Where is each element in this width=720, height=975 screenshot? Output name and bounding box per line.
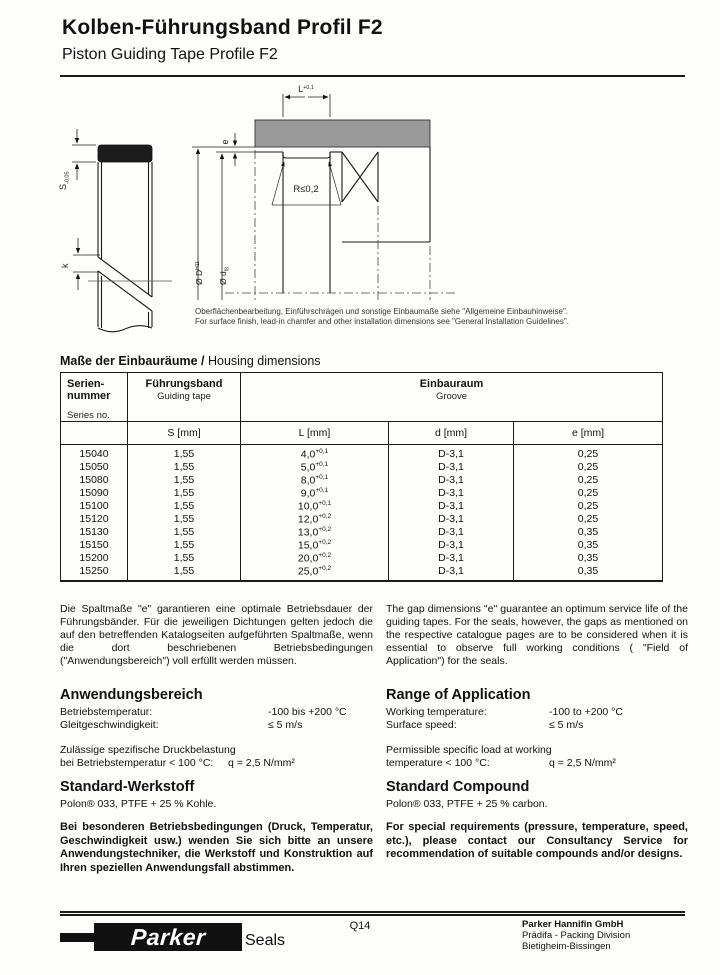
unit-header-e: e [mm] bbox=[514, 422, 663, 445]
dimension-e bbox=[192, 133, 255, 166]
dimension-s-label: $S_{-0,05}$ bbox=[58, 171, 71, 190]
material-heading-en: Standard Compound bbox=[386, 779, 530, 795]
parker-seals-logo bbox=[60, 923, 285, 951]
cell-l-tolerance: +0,2 bbox=[318, 564, 332, 572]
tape-section-block bbox=[98, 145, 152, 162]
groove-installation-drawing bbox=[185, 80, 460, 315]
load-row-en: temperature < 100 °C: q = 2,5 N/mm² bbox=[386, 757, 616, 769]
dimension-k-label: k bbox=[60, 263, 70, 268]
figure-note-en: For surface finish, lead-in chamfer and other installation dimensions see "General Installation Guidelines". bbox=[195, 316, 569, 326]
cell-d: D-3,1 bbox=[389, 445, 514, 461]
page-subtitle: Piston Guiding Tape Profile F2 bbox=[62, 46, 278, 63]
table-row bbox=[61, 565, 663, 582]
cell-e: 0,35 bbox=[514, 539, 663, 552]
speed-row-de: Gleitgeschwindigkeit: ≤ 5 m/s bbox=[60, 719, 303, 731]
bore-wall bbox=[255, 120, 430, 147]
material-compound-de: Polon® 033, PTFE + 25 % Kohle. bbox=[60, 798, 217, 810]
cell-l: $9,0^{+0,1}$ bbox=[241, 487, 389, 500]
cell-s: 1,55 bbox=[128, 565, 241, 582]
unit-header-empty bbox=[61, 422, 128, 445]
page-code: Q14 bbox=[349, 920, 371, 932]
cell-e: 0,25 bbox=[514, 513, 663, 526]
cell-d: D-3,1 bbox=[389, 526, 514, 539]
cell-l: $13,0^{+0,2}$ bbox=[241, 526, 389, 539]
table-title-de: Maße der Einbauräume / bbox=[60, 354, 205, 368]
table-row bbox=[61, 539, 663, 552]
cell-l-tolerance: +0,1 bbox=[315, 473, 329, 481]
unit-header-d: d [mm] bbox=[389, 422, 514, 445]
cell-series: 15130 bbox=[61, 526, 128, 539]
cell-s: 1,55 bbox=[128, 539, 241, 552]
table-row bbox=[61, 445, 663, 461]
cell-l-tolerance: +0,1 bbox=[315, 448, 329, 455]
cell-l: $20,0^{+0,2}$ bbox=[241, 552, 389, 565]
cell-s: 1,55 bbox=[128, 445, 241, 461]
cell-l-tolerance: +0,1 bbox=[315, 460, 329, 468]
cell-s: 1,55 bbox=[128, 461, 241, 474]
title-divider bbox=[60, 75, 685, 77]
material-note-de: Bei besonderen Betriebsbedingungen (Druck, Temperatur, Geschwindigkeit usw.) wenden Sie sich bitte an unsere Anwendungstechniker, die Werkstoff und Konstruktion auf Ihren speziellen Anwendungsfall abstimmen. bbox=[60, 821, 373, 874]
table-row bbox=[61, 513, 663, 526]
gap-text-en: The gap dimensions "e" guarantee an optimum service life of the guiding tapes. For the seals, however, the gaps as mentioned on the respective catalogue pages are to be considered when it is essential to observe full working conditions ( "Field of Application") for the seals. bbox=[386, 603, 688, 667]
cell-s: 1,55 bbox=[128, 474, 241, 487]
cell-e: 0,25 bbox=[514, 500, 663, 513]
cell-e: 0,25 bbox=[514, 487, 663, 500]
dimension-k bbox=[73, 238, 100, 290]
unit-header-s: S [mm] bbox=[128, 422, 241, 445]
material-compound-en: Polon® 033, PTFE + 25 % carbon. bbox=[386, 798, 548, 810]
cell-series: 15250 bbox=[61, 565, 128, 582]
logo-bar bbox=[60, 933, 94, 942]
cell-d: D-3,1 bbox=[389, 474, 514, 487]
logo-wordmark: Parker bbox=[129, 923, 207, 950]
logo-suffix: Seals bbox=[245, 932, 286, 949]
cell-l: $10,0^{+0,1}$ bbox=[241, 500, 389, 513]
cell-series: 15120 bbox=[61, 513, 128, 526]
table-row bbox=[61, 474, 663, 487]
cell-series: 15200 bbox=[61, 552, 128, 565]
company-address: Parker Hannifin GmbH Prädifa - Packing Division Bietigheim-Bissingen bbox=[522, 919, 631, 952]
figure-note bbox=[195, 307, 569, 326]
application-heading-en: Range of Application bbox=[386, 687, 531, 703]
cell-series: 15090 bbox=[61, 487, 128, 500]
cell-e: 0,25 bbox=[514, 474, 663, 487]
table-row bbox=[61, 526, 663, 539]
temperature-row-de: Betriebstemperatur: -100 bis +200 °C bbox=[60, 706, 347, 718]
material-section-en bbox=[386, 779, 688, 862]
cell-l-tolerance: +0,1 bbox=[318, 499, 332, 507]
cell-s: 1,55 bbox=[128, 487, 241, 500]
cell-l: $12,0^{+0,2}$ bbox=[241, 513, 389, 526]
table-units-row bbox=[61, 422, 663, 445]
cell-s: 1,55 bbox=[128, 513, 241, 526]
load-line1-en: Permissible specific load at working bbox=[386, 744, 552, 756]
material-note-en: For special requirements (pressure, temperature, speed, etc.), please contact our Consultancy Service for recommendation of suitable compounds and/or designs. bbox=[386, 821, 688, 860]
table-row bbox=[61, 552, 663, 565]
figure-note-de: Oberflächenbearbeitung, Einführschrägen und sonstige Einbaumaße siehe "Allgemeine Einbauhinweise". bbox=[195, 307, 569, 316]
cell-d: D-3,1 bbox=[389, 513, 514, 526]
cell-l-tolerance: +0,1 bbox=[315, 486, 329, 494]
tape-cross-section-drawing bbox=[55, 110, 190, 335]
cell-s: 1,55 bbox=[128, 500, 241, 513]
table-row bbox=[61, 461, 663, 474]
cell-s: 1,55 bbox=[128, 526, 241, 539]
cell-l: $5,0^{+0,1}$ bbox=[241, 461, 389, 474]
dimensions-table-body bbox=[61, 445, 663, 582]
col-header-series: Serien- nummer Series no. bbox=[61, 373, 128, 422]
cell-e: 0,25 bbox=[514, 445, 663, 461]
piston-groove-outline bbox=[255, 147, 430, 293]
dimension-e-label: e bbox=[220, 139, 230, 145]
cell-series: 15100 bbox=[61, 500, 128, 513]
material-heading-de: Standard-Werkstoff bbox=[60, 779, 195, 795]
dimension-s bbox=[72, 129, 96, 180]
cell-d: D-3,1 bbox=[389, 552, 514, 565]
cell-d: D-3,1 bbox=[389, 461, 514, 474]
application-heading-de: Anwendungsbereich bbox=[60, 687, 203, 703]
unit-header-l: L [mm] bbox=[241, 422, 389, 445]
temperature-row-en: Working temperature: -100 to +200 °C bbox=[386, 706, 623, 718]
cell-series: 15150 bbox=[61, 539, 128, 552]
tape-body-outline bbox=[98, 162, 152, 332]
cell-d: D-3,1 bbox=[389, 500, 514, 513]
dia-inner-label: Ø $d_{f8}$ bbox=[218, 267, 231, 285]
cell-l: $15,0^{+0,2}$ bbox=[241, 539, 389, 552]
table-title-en: Housing dimensions bbox=[207, 354, 321, 368]
housing-dimensions-table bbox=[60, 372, 663, 582]
center-lines bbox=[225, 150, 455, 300]
col-header-groove: Einbauraum Groove bbox=[241, 373, 663, 422]
table-header-row bbox=[61, 373, 663, 422]
table-row bbox=[61, 500, 663, 513]
cell-e: 0,35 bbox=[514, 526, 663, 539]
cell-d: D-3,1 bbox=[389, 539, 514, 552]
table-row bbox=[61, 487, 663, 500]
application-section-en bbox=[386, 687, 688, 770]
cell-l-tolerance: +0,2 bbox=[318, 512, 332, 520]
cell-l-tolerance: +0,2 bbox=[318, 551, 332, 559]
material-section-de bbox=[60, 779, 373, 875]
col-header-guiding-tape: Führungsband Guiding tape bbox=[128, 373, 241, 422]
dia-outer-label: Ø $D^{H11}$ bbox=[194, 261, 204, 285]
footer-divider bbox=[60, 911, 685, 916]
page-title: Kolben-Führungsband Profil F2 bbox=[62, 16, 383, 39]
gap-text-de: Die Spaltmaße "e" garantieren eine optimale Betriebsdauer der Führungsbänder. Für die jeweiligen Dichtungen gelten jedoch die auf den betreffenden Katalogseiten aufgeführten Spaltmaße, wenn die dort beschriebenen Betriebsbedingungen ("Anwendungsbereich") voll erfüllt werden müssen. bbox=[60, 603, 373, 667]
dimension-l bbox=[283, 94, 330, 117]
cell-l: $8,0^{+0,1}$ bbox=[241, 474, 389, 487]
load-line1-de: Zulässige spezifische Druckbelastung bbox=[60, 744, 236, 756]
cell-l: $4,0^{+0,1}$ bbox=[241, 445, 389, 461]
cell-l: $25,0^{+0,2}$ bbox=[241, 565, 389, 582]
speed-row-en: Surface speed: ≤ 5 m/s bbox=[386, 719, 584, 731]
logo-box bbox=[94, 923, 242, 951]
load-row-de: bei Betriebstemperatur < 100 °C: q = 2,5 N/mm² bbox=[60, 757, 295, 769]
radius-label: R≤0,2 bbox=[293, 184, 319, 195]
dimension-l-label: $L^{+0,1}$ bbox=[298, 84, 314, 94]
table-section-title bbox=[60, 354, 321, 368]
cell-e: 0,35 bbox=[514, 565, 663, 582]
cell-series: 15080 bbox=[61, 474, 128, 487]
application-section-de bbox=[60, 687, 373, 770]
cell-series: 15050 bbox=[61, 461, 128, 474]
cell-l-tolerance: +0,2 bbox=[318, 525, 332, 533]
cell-e: 0,25 bbox=[514, 461, 663, 474]
cell-d: D-3,1 bbox=[389, 487, 514, 500]
cell-d: D-3,1 bbox=[389, 565, 514, 582]
cell-e: 0,35 bbox=[514, 552, 663, 565]
cell-l-tolerance: +0,2 bbox=[318, 538, 332, 546]
cell-series: 15040 bbox=[61, 445, 128, 461]
cell-s: 1,55 bbox=[128, 552, 241, 565]
